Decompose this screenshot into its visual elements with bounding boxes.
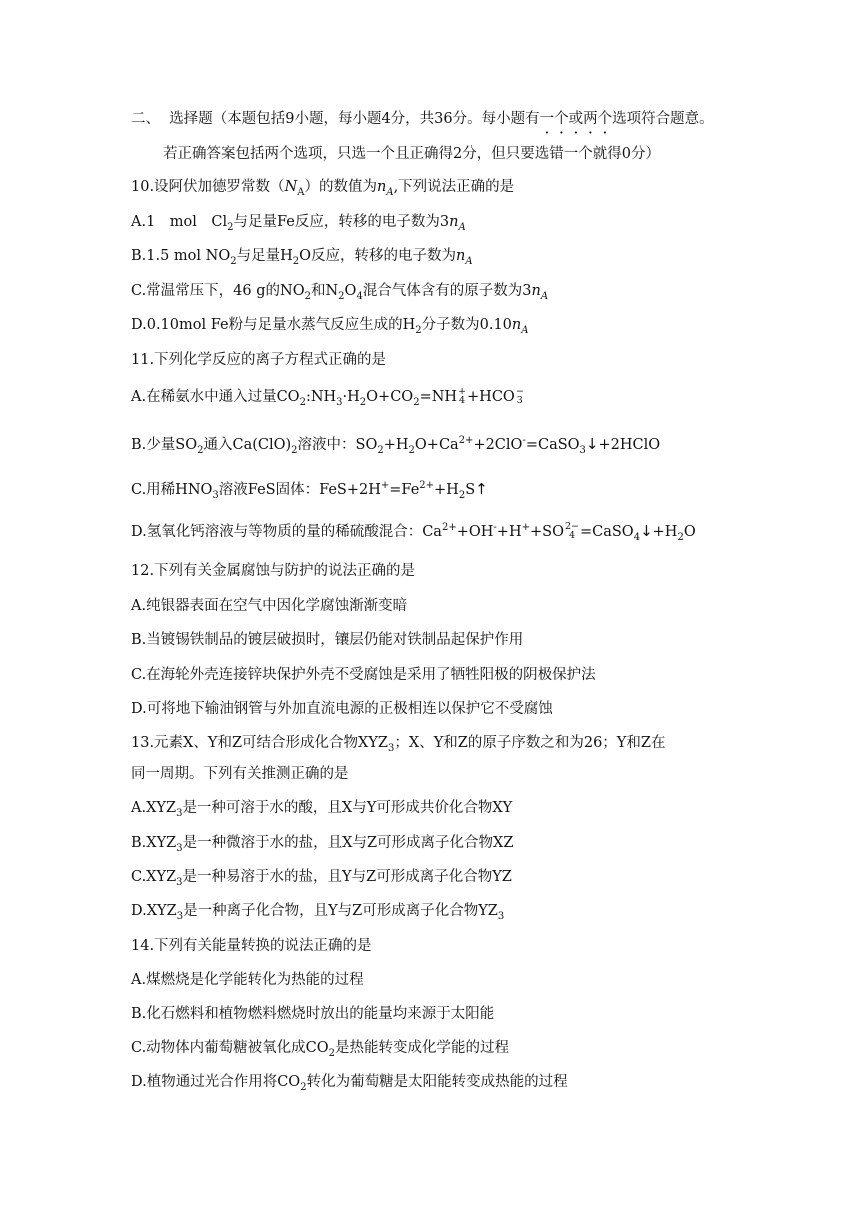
question-12-option-d: D.可将地下输油钢管与外加直流电源的正极相连以保护它不受腐蚀 (131, 701, 553, 717)
question-13-option-a: $A.XYZ_3$是一种可溶于水的酸，且X与Y可形成共价化合物XY (131, 800, 513, 819)
question-13-stem-line2: 同一周期。下列有关推测正确的是 (131, 766, 349, 782)
question-14-stem: 14.下列有关能量转换的说法正确的是 (131, 938, 372, 954)
question-11-option-d: D.氢氧化钙溶液与等物质的量的稀硫酸混合：$Ca^{2+}+OH^-+H^++SO$ 2− 4 $=CaSO_4↓+H_2O$ (131, 521, 696, 543)
question-12-option-c: C.在海轮外壳连接锌块保护外壳不受腐蚀是采用了牺牲阳极的阴极保护法 (131, 667, 596, 683)
gas-arrow: ↑ (475, 480, 488, 498)
question-10-option-b: B.1.5 mol $NO_2$与足量$H_2O$反应，转移的电子数为$n_A$ (131, 248, 473, 267)
question-13-option-c: $C.XYZ_3$是一种易溶于水的盐，且Y与Z可形成离子化合物YZ (131, 869, 512, 888)
section-title-end: 选项符合题意。 (612, 111, 714, 127)
question-11-option-c: C.用稀$HNO_3$溶液FeS固体：$FeS+2H^+=Fe^{2+}+H_2S↑$ (131, 480, 488, 501)
question-11-stem: 11.下列化学反应的离子方程式正确的是 (131, 352, 387, 368)
question-11-option-a: A.在稀氨水中通入过量$CO_2:NH_3\cdot H_2O+CO_2=NH$ + 4 +HCO − 3 (131, 386, 524, 408)
question-13-option-b: $B.XYZ_3$是一种微溶于水的盐，且X与Z可形成离子化合物XZ (131, 835, 514, 854)
question-12-option-a: A.纯银器表面在空气中因化学腐蚀渐渐变暗 (131, 598, 408, 614)
section-title: 选择题（本题包括9小题，每小题4分，共36分。每小题有 (169, 111, 540, 127)
section-number: 二、 (131, 111, 160, 127)
section-header (131, 109, 714, 129)
question-14-option-b: B.化石燃料和植物燃料燃烧时放出的能量均来源于太阳能 (131, 1006, 495, 1022)
question-13-stem: 13.元素X、Y和Z可结合形成化合物$XYZ_3$；X、Y和Z的原子序数之和为26；Y和Z在 (131, 735, 666, 754)
section-note: 若正确答案包括两个选项，只选一个且正确得2分，但只要选错一个就得0分） (163, 146, 660, 162)
question-14-option-d: D.植物通过光合作用将$CO_2$转化为葡萄糖是太阳能转变成热能的过程 (131, 1074, 568, 1093)
question-11-option-b: B.少量$SO_2$通入$Ca(ClO)_2$溶液中：$SO_2+H_2O+Ca^{2+}+2ClO^-=CaSO_3↓+2HClO$ (131, 435, 661, 456)
precipitate-arrow: ↓ (640, 522, 653, 540)
question-13-option-d: $D.XYZ_3$是一种离子化合物，且Y与Z可形成离子化合物$YZ_3$ (131, 903, 505, 922)
emphasis-char: 或 (568, 111, 584, 127)
question-14-option-c: C.动物体内葡萄糖被氧化成$CO_2$是热能转变成化学能的过程 (131, 1040, 510, 1059)
question-10-option-d: D.0.10mol Fe粉与足量水蒸气反应生成的$H_2$分子数为$0.10n_A$ (131, 317, 529, 336)
question-10-option-a: A.1 mol $Cl_2$与足量Fe反应，转移的电子数为$3n_A$ (131, 214, 466, 233)
emphasis-char: 两 (583, 111, 598, 127)
precipitate-arrow: ↓ (585, 435, 599, 453)
question-10-option-c: C.常温常压下，46 g的$NO_2$和$N_2O_4$混合气体含有的原子数为$3n_A$ (131, 283, 549, 302)
question-10-stem: 10.设阿伏加德罗常数$(N_A)$的数值为$n_A$,下列说法正确的是 (131, 179, 515, 198)
emphasis-char: 个 (554, 111, 569, 127)
emphasis-char: 一 (539, 111, 555, 127)
question-14-option-a: A.煤燃烧是化学能转化为热能的过程 (131, 972, 364, 988)
emphasis-char: 个 (597, 111, 613, 127)
question-12-stem: 12.下列有关金属腐蚀与防护的说法正确的是 (131, 563, 416, 579)
question-12-option-b: B.当镀锡铁制品的镀层破损时，镶层仍能对铁制品起保护作用 (131, 632, 524, 648)
